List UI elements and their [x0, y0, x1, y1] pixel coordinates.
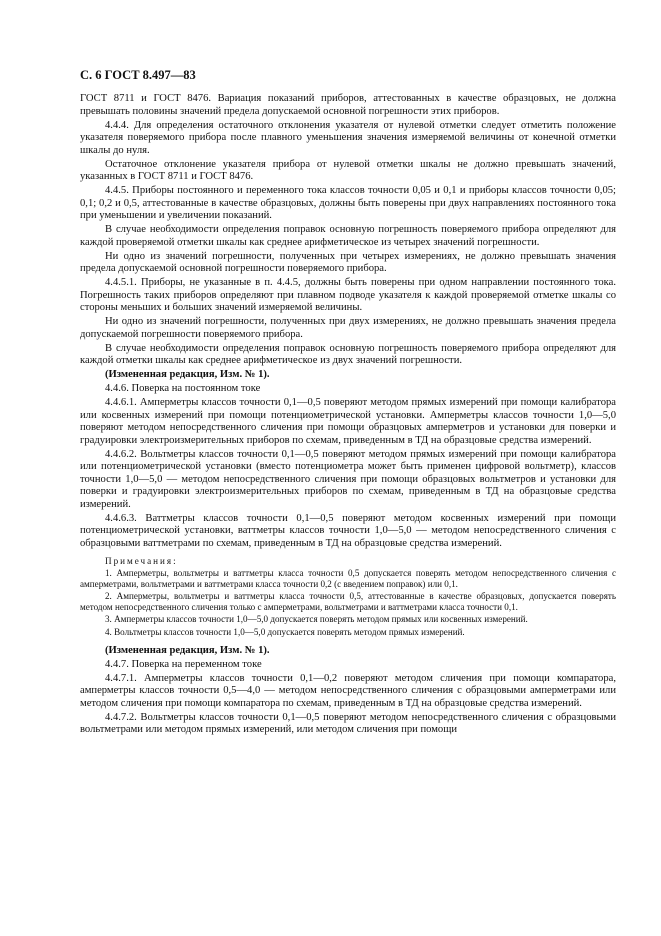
- paragraph: В случае необходимости определения поправок основную погрешность поверяемого прибора определяют для каждой проверяемой отметки шкалы как среднее арифметическое из четырех значений погрешности.: [80, 224, 616, 248]
- paragraph: 4.4.5.1. Приборы, не указанные в п. 4.4.5, должны быть поверены при одном направлении постоянного тока. Погрешность таких приборов определяют при плавном подводе указателя к каждой проверяемой отметке шкалы со стороны меньших и больших значений измеряемой величины.: [80, 277, 616, 313]
- main-text-bottom: [80, 645, 616, 737]
- notes-title: Примечания:: [105, 556, 178, 566]
- paragraph: (Измененная редакция, Изм. № 1).: [105, 369, 270, 380]
- notes-block: [80, 556, 616, 638]
- note-item: 2. Амперметры, вольтметры и ваттметры класса точности 0,5, аттестованные в качестве образцовых, допускается поверять методом непосредственного сличения только с амперметрами, вольтметрами и ваттметрами класса точности 0,1.: [80, 591, 616, 613]
- paragraph: 4.4.7. Поверка на переменном токе: [105, 658, 262, 670]
- paragraph: Ни одно из значений погрешности, полученных при двух измерениях, не должно превышать значения предела допускаемой погрешности поверяемого прибора.: [80, 316, 616, 340]
- paragraph: 4.4.6.1. Амперметры классов точности 0,1—0,5 поверяют методом прямых измерений при помощи калибратора или косвенных измерений при помощи потенциометрической установки. Амперметры классов точности 1,0—5,0 поверяют методом непосредственного сличения при помощи образцовых амперметров и установки для поверки и градуировки электроизмерительных приборов по схемам, приведенным в ТД на образцовые средства измерений.: [80, 397, 616, 446]
- paragraph: 4.4.6.3. Ваттметры классов точности 0,1—0,5 поверяют методом косвенных измерений при помощи потенциометрической установки, ваттметры классов точности 1,0—5,0 — методом непосредственного сличения с образцовыми ваттметрами по схемам, приведенным в ТД на образцовые средства измерений.: [80, 512, 616, 549]
- note-item: 3. Амперметры классов точности 1,0—5,0 допускается поверять методом прямых или косвенных измерений.: [105, 614, 528, 625]
- paragraph: Остаточное отклонение указателя прибора от нулевой отметки шкалы не должно превышать значений, указанных в ГОСТ 8711 и ГОСТ 8476.: [80, 158, 616, 182]
- paragraph: В случае необходимости определения поправок основную погрешность поверяемого прибора определяют для каждой отметки шкалы как среднее арифметическое из двух значений погрешности.: [80, 342, 616, 366]
- paragraph: 4.4.6. Поверка на постоянном токе: [105, 383, 261, 394]
- page-header: С. 6 ГОСТ 8.497—83: [80, 68, 196, 82]
- paragraph: 4.4.6.2. Вольтметры классов точности 0,1—0,5 поверяют методом прямых измерений при помощи калибратора или потенциометрической установки (вместо потенциометра может быть применен цифровой вольтметр), классов точности 1,0—5,0 — методом непосредственного сличения при помощи образцовых вольтметров и установки для поверки и градуировки электроизмерительных приборов по схемам, приведенным в ТД на образцовые средства измерений.: [80, 448, 616, 510]
- paragraph: 4.4.4. Для определения остаточного отклонения указателя от нулевой отметки следует отметить положение указателя поверяемого прибора после плавного уменьшения значения измеряемой величины от конечной отметки шкалы до нуля.: [80, 119, 616, 156]
- paragraph: (Измененная редакция, Изм. № 1).: [105, 644, 270, 656]
- main-text-top: [80, 93, 616, 550]
- paragraph: Ни одно из значений погрешности, полученных при четырех измерениях, не должно превышать значения предела допускаемой основной погрешности поверяемого прибора.: [80, 250, 616, 274]
- paragraph: 4.4.7.2. Вольтметры классов точности 0,1—0,5 поверяют методом непосредственного сличения с образцовыми вольтметрами или методом прямых измерений, или методом сличения при помощи: [80, 711, 616, 736]
- paragraph: 4.4.5. Приборы постоянного и переменного тока классов точности 0,05 и 0,1 и приборы классов точности 0,05; 0,1; 0,2 и 0,5, аттестованные в качестве образцовых, должны быть поверены при двух направлениях постоянного тока при уменьшении и увеличении показаний.: [80, 185, 616, 221]
- document-body: [80, 93, 616, 738]
- paragraph: 4.4.7.1. Амперметры классов точности 0,1—0,2 поверяют методом сличения при помощи компаратора, амперметры классов точности 0,5—4,0 — методом непосредственного сличения с образцовыми амперметрами или методом сличения при помощи компаратора по схемам, приведенным в ТД на образцовые средства измерений.: [80, 672, 616, 709]
- paragraph: ГОСТ 8711 и ГОСТ 8476. Вариация показаний приборов, аттестованных в качестве образцовых, не должна превышать половины значений предела допускаемой основной погрешности этих приборов.: [80, 93, 616, 117]
- note-item: 4. Вольтметры классов точности 1,0—5,0 допускается поверять методом прямых измерений.: [105, 626, 465, 637]
- note-item: 1. Амперметры, вольтметры и ваттметры класса точности 0,5 допускается поверять методом непосредственного сличения с амперметрами, вольтметрами и ваттметрами класса точности 0,2 (с введением поправок) или 0,1.: [80, 568, 616, 590]
- notes-list: [80, 568, 616, 638]
